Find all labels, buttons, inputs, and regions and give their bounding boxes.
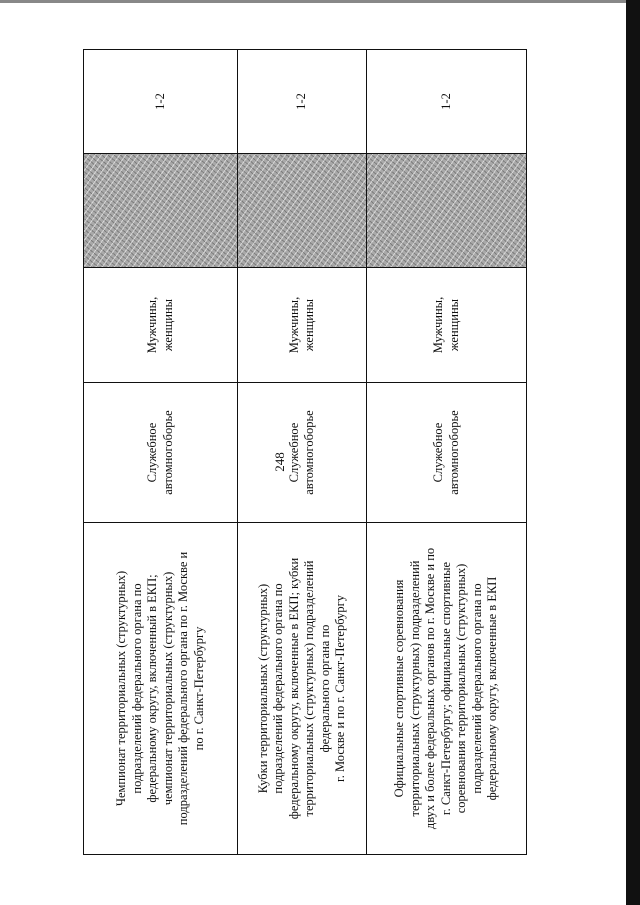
shaded-cell bbox=[84, 154, 238, 268]
competition-description-cell bbox=[84, 523, 238, 855]
description-line: Кубки территориальных (структурных) bbox=[255, 583, 270, 794]
gender-cell bbox=[84, 268, 238, 383]
shaded-cell bbox=[367, 154, 527, 268]
scan-edge-top bbox=[0, 0, 640, 3]
count-cell: 1-2 bbox=[84, 50, 238, 154]
gender-cell bbox=[367, 268, 527, 383]
competition-description-cell bbox=[367, 523, 527, 855]
description-line: федеральному округу, включенный в ЕКП; bbox=[145, 574, 159, 803]
sport-discipline-cell bbox=[84, 383, 238, 523]
sport-discipline-cell bbox=[238, 383, 367, 523]
gender-line: женщины bbox=[160, 298, 175, 352]
description-line: федеральному округу, включенные в ЕКП; кубки bbox=[286, 557, 301, 820]
table-row bbox=[238, 50, 367, 855]
description-line: территориальных (структурных) подразделений bbox=[302, 560, 316, 817]
gender-line: женщины bbox=[302, 298, 316, 352]
description-line: федеральному округу, включенные в ЕКП bbox=[485, 576, 500, 801]
description-line: двух и более федеральных органов по г. Москве и по bbox=[423, 547, 438, 830]
description-line: г. Москве и по г. Санкт-Петербургу bbox=[333, 595, 347, 783]
gender-cell bbox=[238, 268, 367, 383]
gender-line: Мужчины, bbox=[431, 296, 445, 354]
page-number: 248 bbox=[272, 452, 287, 472]
landscape-content bbox=[83, 50, 526, 855]
description-line: чемпионат территориальных (структурных) bbox=[160, 571, 175, 806]
sport-line: Служебное bbox=[145, 422, 159, 483]
description-line: Чемпионат территориальных (структурных) bbox=[114, 570, 128, 807]
sport-line: Служебное bbox=[286, 422, 301, 483]
description-line: по г. Санкт-Петербургу bbox=[191, 626, 206, 751]
count-cell: 1-2 bbox=[367, 50, 527, 154]
shaded-cell bbox=[238, 154, 367, 268]
table-row bbox=[84, 50, 238, 855]
sport-discipline-cell bbox=[367, 383, 527, 523]
description-line: подразделений федерального органа по bbox=[271, 583, 285, 794]
scan-edge-right bbox=[626, 0, 640, 905]
competition-description-cell bbox=[238, 523, 367, 855]
description-line: федерального органа по bbox=[317, 624, 332, 753]
sport-line: автомногоборье bbox=[302, 410, 316, 495]
gender-line: Мужчины, bbox=[286, 296, 301, 354]
description-line: подразделений федерального органа по bbox=[129, 583, 144, 794]
rotated-table-frame bbox=[83, 50, 526, 855]
gender-line: женщины bbox=[446, 298, 461, 352]
description-line: подразделений федерального органа по г. Москве и bbox=[176, 551, 190, 826]
sport-line: Служебное bbox=[431, 422, 445, 483]
competitions-table bbox=[83, 49, 527, 855]
description-line: соревнования территориальных (структурных) bbox=[454, 563, 469, 814]
sport-line: автомногоборье bbox=[446, 410, 461, 495]
count-cell: 1-2 bbox=[238, 50, 367, 154]
table-row bbox=[367, 50, 527, 855]
description-line: подразделений федерального органа по bbox=[469, 583, 484, 794]
description-line: Официальные спортивные соревнования bbox=[392, 579, 407, 798]
description-line: территориальных (структурных) подразделений bbox=[407, 560, 422, 817]
sport-line: автомногоборье bbox=[160, 410, 175, 495]
gender-line: Мужчины, bbox=[145, 296, 159, 354]
description-line: г. Санкт-Петербургу; официальные спортивные bbox=[438, 561, 453, 816]
